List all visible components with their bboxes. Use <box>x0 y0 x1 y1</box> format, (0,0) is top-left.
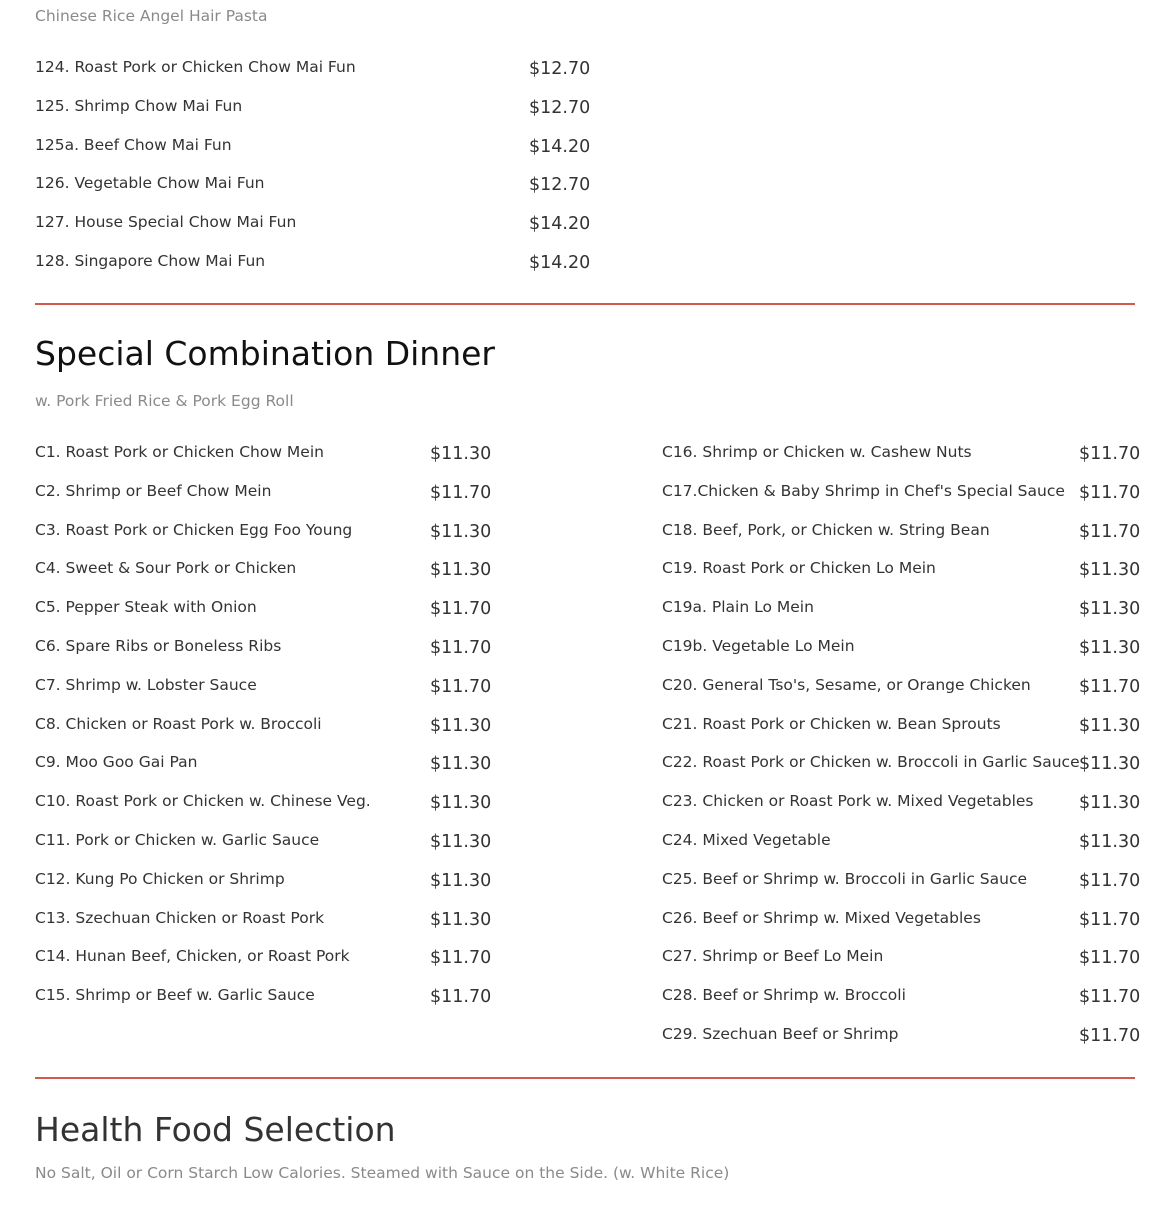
menu-item-price: $11.30 <box>430 793 492 814</box>
section-divider <box>35 303 1135 305</box>
menu-item-price: $11.70 <box>1079 948 1141 969</box>
menu-item-price: $11.70 <box>1079 1026 1141 1046</box>
menu-item-price: $12.70 <box>529 59 591 79</box>
menu-item-name: 128. Singapore Chow Mai Fun <box>35 252 266 270</box>
menu-item-price: $11.30 <box>430 832 492 852</box>
menu-item-name: C23. Chicken or Roast Pork w. Mixed Vegetables <box>662 792 1034 811</box>
menu-item-name: C22. Roast Pork or Chicken w. Broccoli in Garlic Sauce <box>662 753 1080 772</box>
menu-item-price: $11.70 <box>430 482 492 503</box>
menu-item-price: $11.30 <box>1079 793 1141 814</box>
menu-item-price: $12.70 <box>529 175 591 196</box>
menu-item-price: $11.30 <box>430 715 492 736</box>
menu-item-price: $11.70 <box>1079 987 1141 1008</box>
menu-item-name: C19a. Plain Lo Mein <box>662 598 814 617</box>
menu-item-name: 125a. Beef Chow Mai Fun <box>35 135 232 154</box>
menu-item-price: $11.30 <box>430 870 492 891</box>
menu-item-price: $11.70 <box>430 638 492 658</box>
menu-item-price: $14.20 <box>529 253 591 273</box>
menu-item-price: $11.30 <box>1079 832 1141 852</box>
menu-item-name: C10. Roast Pork or Chicken w. Chinese Veg. <box>35 792 371 811</box>
menu-item-price: $11.30 <box>430 909 492 930</box>
menu-item-price: $14.20 <box>529 136 591 157</box>
menu-item-price: $11.70 <box>1079 482 1141 503</box>
menu-item-name: C28. Beef or Shrimp w. Broccoli <box>662 986 906 1005</box>
menu-item-name: 127. House Special Chow Mai Fun <box>35 213 297 232</box>
menu-item-price: $11.70 <box>430 599 492 620</box>
menu-item-name: C17.Chicken & Baby Shrimp in Chef's Special Sauce <box>662 481 1065 500</box>
menu-item-price: $11.30 <box>430 754 492 775</box>
menu-item-name: C7. Shrimp w. Lobster Sauce <box>35 675 257 694</box>
menu-item-name: C21. Roast Pork or Chicken w. Bean Sprouts <box>662 714 1001 733</box>
menu-item-name: C13. Szechuan Chicken or Roast Pork <box>35 908 325 927</box>
menu-item-name: C5. Pepper Steak with Onion <box>35 598 257 617</box>
menu-item-name: C1. Roast Pork or Chicken Chow Mein <box>35 443 324 461</box>
menu-item-name: C11. Pork or Chicken w. Garlic Sauce <box>35 831 320 849</box>
menu-item-price: $11.70 <box>1079 870 1141 891</box>
menu-item-name: C18. Beef, Pork, or Chicken w. String Bean <box>662 520 990 539</box>
menu-item-name: C27. Shrimp or Beef Lo Mein <box>662 947 884 966</box>
menu-item-name: C16. Shrimp or Chicken w. Cashew Nuts <box>662 443 972 461</box>
mai-fun-subtitle: Chinese Rice Angel Hair Pasta <box>35 7 268 25</box>
menu-item-name: C29. Szechuan Beef or Shrimp <box>662 1025 899 1043</box>
menu-item-price: $11.70 <box>1079 676 1141 697</box>
menu-item-name: C15. Shrimp or Beef w. Garlic Sauce <box>35 986 315 1005</box>
menu-item-name: C3. Roast Pork or Chicken Egg Foo Young <box>35 520 353 539</box>
menu-item-name: C8. Chicken or Roast Pork w. Broccoli <box>35 714 322 733</box>
menu-item-price: $11.70 <box>430 987 492 1008</box>
menu-item-name: C20. General Tso's, Sesame, or Orange Chicken <box>662 675 1031 694</box>
menu-item-price: $11.30 <box>430 444 492 464</box>
menu-item-price: $11.70 <box>430 948 492 969</box>
combination-section-title: Special Combination Dinner <box>35 334 496 373</box>
menu-item-name: 126. Vegetable Chow Mai Fun <box>35 174 265 193</box>
menu-item-price: $12.70 <box>529 97 591 118</box>
menu-item-price: $11.30 <box>1079 599 1141 620</box>
menu-item-name: C19b. Vegetable Lo Mein <box>662 637 855 655</box>
menu-item-name: C25. Beef or Shrimp w. Broccoli in Garlic Sauce <box>662 869 1028 888</box>
menu-item-name: 124. Roast Pork or Chicken Chow Mai Fun <box>35 58 356 76</box>
menu-item-name: C6. Spare Ribs or Boneless Ribs <box>35 637 282 655</box>
section-divider <box>35 1077 1135 1079</box>
menu-item-name: C14. Hunan Beef, Chicken, or Roast Pork <box>35 947 350 966</box>
menu-item-price: $11.30 <box>1079 560 1141 581</box>
health-subtitle: No Salt, Oil or Corn Starch Low Calories. Steamed with Sauce on the Side. (w. White Rice) <box>35 1164 730 1182</box>
combination-subtitle: w. Pork Fried Rice & Pork Egg Roll <box>35 392 294 410</box>
menu-item-name: C2. Shrimp or Beef Chow Mein <box>35 481 272 500</box>
menu-item-price: $11.30 <box>430 521 492 542</box>
menu-item-name: C4. Sweet & Sour Pork or Chicken <box>35 559 297 578</box>
menu-item-price: $11.70 <box>430 676 492 697</box>
menu-item-name: C19. Roast Pork or Chicken Lo Mein <box>662 559 936 578</box>
menu-item-price: $11.30 <box>430 560 492 581</box>
menu-item-price: $11.70 <box>1079 521 1141 542</box>
menu-item-price: $11.30 <box>1079 715 1141 736</box>
menu-item-price: $11.30 <box>1079 638 1141 658</box>
menu-item-name: 125. Shrimp Chow Mai Fun <box>35 96 243 115</box>
menu-item-name: C9. Moo Goo Gai Pan <box>35 753 198 772</box>
menu-item-name: C24. Mixed Vegetable <box>662 831 831 849</box>
menu-item-name: C12. Kung Po Chicken or Shrimp <box>35 869 285 888</box>
health-section-title: Health Food Selection <box>35 1110 396 1149</box>
menu-item-price: $11.30 <box>1079 754 1141 775</box>
menu-item-price: $11.70 <box>1079 444 1141 464</box>
menu-item-price: $11.70 <box>1079 909 1141 930</box>
menu-item-name: C26. Beef or Shrimp w. Mixed Vegetables <box>662 908 981 927</box>
menu-item-price: $14.20 <box>529 214 591 235</box>
